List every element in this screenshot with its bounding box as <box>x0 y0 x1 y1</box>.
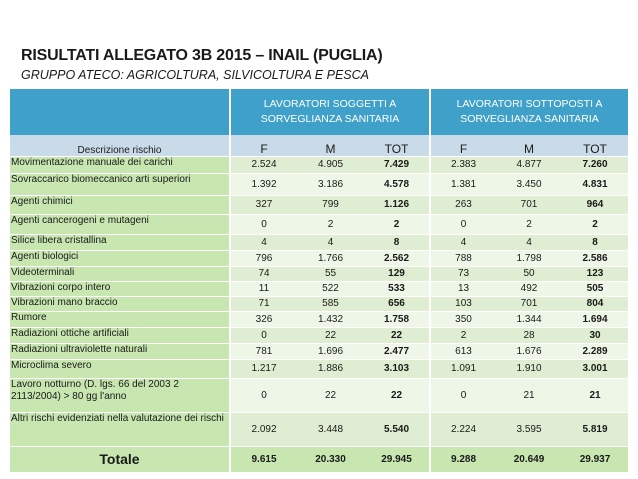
value-m-soggetti: 22 <box>297 378 364 412</box>
value-m-soggetti: 585 <box>297 296 364 311</box>
value-f-sottoposti: 2 <box>430 327 496 343</box>
value-f-soggetti: 4 <box>230 234 297 250</box>
total-value: 9.615 <box>230 446 297 472</box>
value-tot-soggetti: 1.126 <box>364 195 430 214</box>
value-f-soggetti: 1.392 <box>230 173 297 195</box>
value-m-soggetti: 1.886 <box>297 359 364 378</box>
column-header-descrizione: Descrizione rischio <box>77 144 162 156</box>
value-tot-soggetti: 1.758 <box>364 311 430 327</box>
value-f-sottoposti: 103 <box>430 296 496 311</box>
table-row <box>10 195 628 214</box>
value-tot-sottoposti: 5.819 <box>562 412 628 446</box>
table-row <box>10 234 628 250</box>
value-tot-sottoposti: 4.831 <box>562 173 628 195</box>
risk-label: Agenti cancerogeni e mutageni <box>10 214 230 234</box>
value-tot-soggetti: 2.562 <box>364 250 430 266</box>
total-value: 9.288 <box>430 446 496 472</box>
table-row <box>10 156 628 173</box>
value-m-sottoposti: 50 <box>496 266 562 281</box>
value-tot-sottoposti: 7.260 <box>562 156 628 173</box>
value-f-soggetti: 71 <box>230 296 297 311</box>
total-value: 29.945 <box>364 446 430 472</box>
value-m-soggetti: 4.905 <box>297 156 364 173</box>
value-tot-sottoposti: 964 <box>562 195 628 214</box>
value-tot-soggetti: 22 <box>364 327 430 343</box>
value-tot-sottoposti: 505 <box>562 281 628 296</box>
table-row <box>10 378 628 412</box>
table-row <box>10 343 628 359</box>
risk-label: Movimentazione manuale dei carichi <box>10 156 230 173</box>
value-tot-sottoposti: 2.586 <box>562 250 628 266</box>
value-tot-sottoposti: 1.694 <box>562 311 628 327</box>
value-tot-soggetti: 4.578 <box>364 173 430 195</box>
value-m-sottoposti: 1.344 <box>496 311 562 327</box>
total-value: 20.330 <box>297 446 364 472</box>
value-f-sottoposti: 2.224 <box>430 412 496 446</box>
value-m-soggetti: 4 <box>297 234 364 250</box>
value-f-soggetti: 2.524 <box>230 156 297 173</box>
value-tot-sottoposti: 3.001 <box>562 359 628 378</box>
value-m-sottoposti: 28 <box>496 327 562 343</box>
value-m-sottoposti: 1.676 <box>496 343 562 359</box>
value-f-sottoposti: 2.383 <box>430 156 496 173</box>
value-tot-sottoposti: 804 <box>562 296 628 311</box>
value-f-sottoposti: 263 <box>430 195 496 214</box>
risk-label: Radiazioni ultraviolette naturali <box>10 343 230 359</box>
group-header-subjected-line1: LAVORATORI SOTTOPOSTI A <box>456 98 603 110</box>
value-m-soggetti: 1.766 <box>297 250 364 266</box>
risk-label: Altri rischi evidenziati nella valutazione dei rischi <box>10 412 230 446</box>
total-value: 20.649 <box>496 446 562 472</box>
table-row <box>10 359 628 378</box>
value-tot-soggetti: 129 <box>364 266 430 281</box>
value-tot-sottoposti: 123 <box>562 266 628 281</box>
value-f-sottoposti: 1.381 <box>430 173 496 195</box>
risk-label: Radiazioni ottiche artificiali <box>10 327 230 343</box>
value-f-soggetti: 1.217 <box>230 359 297 378</box>
table-row <box>10 311 628 327</box>
value-m-soggetti: 799 <box>297 195 364 214</box>
total-row <box>10 446 628 472</box>
value-f-soggetti: 74 <box>230 266 297 281</box>
total-value: 29.937 <box>562 446 628 472</box>
group-header-subject <box>230 89 430 135</box>
value-f-soggetti: 2.092 <box>230 412 297 446</box>
value-tot-soggetti: 533 <box>364 281 430 296</box>
value-f-sottoposti: 0 <box>430 214 496 234</box>
value-f-soggetti: 326 <box>230 311 297 327</box>
value-m-soggetti: 1.432 <box>297 311 364 327</box>
value-tot-sottoposti: 21 <box>562 378 628 412</box>
table-row <box>10 412 628 446</box>
value-f-soggetti: 0 <box>230 327 297 343</box>
value-f-sottoposti: 0 <box>430 378 496 412</box>
value-f-soggetti: 327 <box>230 195 297 214</box>
group-header-empty <box>10 89 230 135</box>
risk-label: Vibrazioni corpo intero <box>10 281 230 296</box>
value-f-sottoposti: 1.091 <box>430 359 496 378</box>
value-f-sottoposti: 350 <box>430 311 496 327</box>
value-m-sottoposti: 3.595 <box>496 412 562 446</box>
value-m-soggetti: 2 <box>297 214 364 234</box>
total-label: Totale <box>10 446 230 472</box>
value-tot-sottoposti: 8 <box>562 234 628 250</box>
title-block <box>21 46 383 83</box>
table-body <box>10 156 628 472</box>
value-f-soggetti: 781 <box>230 343 297 359</box>
value-m-sottoposti: 3.450 <box>496 173 562 195</box>
value-m-sottoposti: 701 <box>496 195 562 214</box>
value-f-sottoposti: 13 <box>430 281 496 296</box>
risk-label: Silice libera cristallina <box>10 234 230 250</box>
value-m-soggetti: 522 <box>297 281 364 296</box>
value-tot-soggetti: 2.477 <box>364 343 430 359</box>
value-f-sottoposti: 73 <box>430 266 496 281</box>
group-header-row <box>10 89 628 135</box>
table-row <box>10 250 628 266</box>
table-row <box>10 296 628 311</box>
risk-label: Agenti chimici <box>10 195 230 214</box>
value-tot-soggetti: 8 <box>364 234 430 250</box>
table-row <box>10 327 628 343</box>
value-m-sottoposti: 1.910 <box>496 359 562 378</box>
risk-label: Sovraccarico biomeccanico arti superiori <box>10 173 230 195</box>
value-tot-sottoposti: 30 <box>562 327 628 343</box>
column-header-m-2: M <box>524 141 534 156</box>
group-header-subjected-line2: SORVEGLIANZA SANITARIA <box>460 113 599 125</box>
value-f-soggetti: 0 <box>230 214 297 234</box>
risk-label: Videoterminali <box>10 266 230 281</box>
value-m-sottoposti: 4.877 <box>496 156 562 173</box>
value-f-sottoposti: 788 <box>430 250 496 266</box>
page-subtitle: GRUPPO ATECO: AGRICOLTURA, SILVICOLTURA E PESCA <box>21 68 369 82</box>
risk-label: Lavoro notturno (D. lgs. 66 del 2003 2 2113/2004) > 80 gg l'anno <box>10 378 230 412</box>
value-m-soggetti: 3.448 <box>297 412 364 446</box>
value-m-soggetti: 55 <box>297 266 364 281</box>
value-m-soggetti: 22 <box>297 327 364 343</box>
value-f-soggetti: 11 <box>230 281 297 296</box>
value-tot-soggetti: 7.429 <box>364 156 430 173</box>
group-header-subjected <box>430 89 628 135</box>
page-title: RISULTATI ALLEGATO 3B 2015 – INAIL (PUGLIA) <box>21 47 383 64</box>
column-header-row <box>10 135 628 156</box>
value-m-soggetti: 1.696 <box>297 343 364 359</box>
value-f-sottoposti: 613 <box>430 343 496 359</box>
risk-table <box>10 89 628 472</box>
value-tot-sottoposti: 2.289 <box>562 343 628 359</box>
group-header-subject-line1: LAVORATORI SOGGETTI A <box>263 98 397 110</box>
value-m-sottoposti: 2 <box>496 214 562 234</box>
value-m-soggetti: 3.186 <box>297 173 364 195</box>
column-header-tot-2: TOT <box>583 141 607 156</box>
value-tot-sottoposti: 2 <box>562 214 628 234</box>
value-tot-soggetti: 3.103 <box>364 359 430 378</box>
risk-label: Rumore <box>10 311 230 327</box>
column-header-f-2: F <box>430 135 496 156</box>
risk-label: Microclima severo <box>10 359 230 378</box>
risk-label: Agenti biologici <box>10 250 230 266</box>
value-tot-soggetti: 656 <box>364 296 430 311</box>
group-header-subject-line2: SORVEGLIANZA SANITARIA <box>260 113 400 125</box>
value-f-sottoposti: 4 <box>430 234 496 250</box>
table-row <box>10 214 628 234</box>
table-row <box>10 281 628 296</box>
value-f-soggetti: 0 <box>230 378 297 412</box>
value-f-soggetti: 796 <box>230 250 297 266</box>
value-tot-soggetti: 5.540 <box>364 412 430 446</box>
column-header-f-1: F <box>230 135 297 156</box>
value-m-sottoposti: 492 <box>496 281 562 296</box>
value-m-sottoposti: 1.798 <box>496 250 562 266</box>
value-m-sottoposti: 701 <box>496 296 562 311</box>
value-m-sottoposti: 4 <box>496 234 562 250</box>
column-header-tot-1: TOT <box>384 141 409 156</box>
value-tot-soggetti: 2 <box>364 214 430 234</box>
column-header-m-1: M <box>325 141 336 156</box>
value-m-sottoposti: 21 <box>496 378 562 412</box>
value-tot-soggetti: 22 <box>364 378 430 412</box>
table-row <box>10 173 628 195</box>
risk-label: Vibrazioni mano braccio <box>10 296 230 311</box>
table-row <box>10 266 628 281</box>
